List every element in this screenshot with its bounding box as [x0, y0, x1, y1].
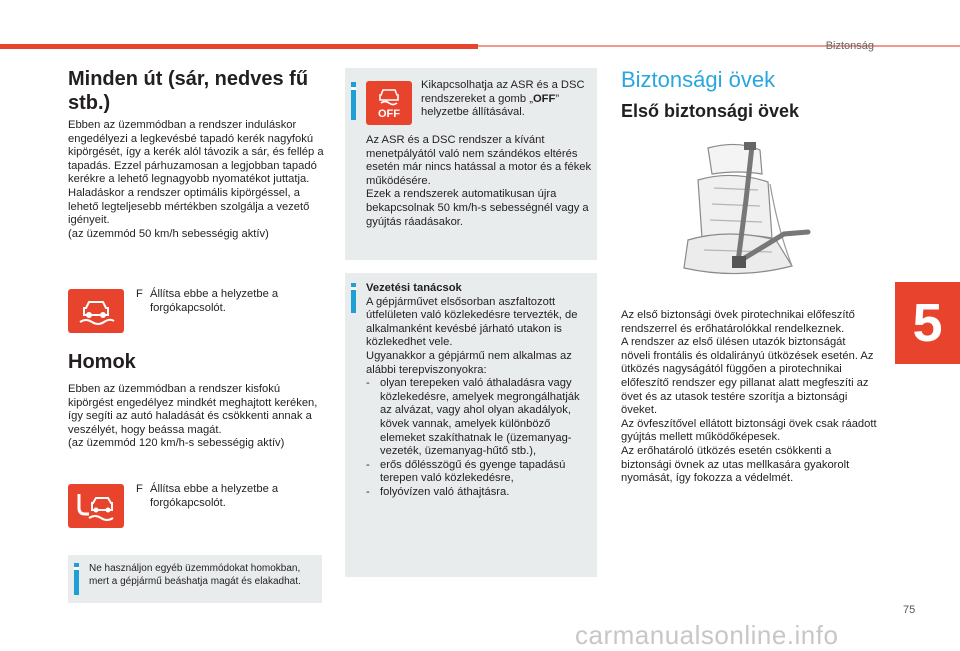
front-seat-belts-subtitle: Első biztonsági övek — [621, 101, 800, 121]
list-dash: - — [366, 377, 370, 390]
seat-belts-title: Biztonsági övek — [621, 67, 776, 92]
asr-dsc-text: Az ASR és a DSC rendszer a kívánt menetpályától való nem szándékos eltérés esetén már nincs hatással a motor és a fékek működésére. Ezek a rendszerek automatikusan újra bekapcsolnak 50 km/h-s sebességnél vagy a gyújtás ráadásakor. — [366, 134, 592, 228]
sand-note-box — [68, 555, 322, 603]
asr-off-text-prefix: Kikapcsolhatja az ASR és a DSC rendszereket a gomb „ — [421, 79, 585, 105]
list-item — [366, 486, 594, 500]
driving-tips-title: Vezetési tanácsok — [366, 282, 462, 294]
seat-belts-text: Az első biztonsági övek pirotechnikai előfeszítő rendszerrel és erőhatárolókkal rendelkeznek. A rendszer az első ülésen utazók biztonságát növeli frontális és oldalirányú ütközések esetén. Az ütközés nagyságától függően a pirotechnikai előfeszítő rendszer egy pillanat alatt megfeszíti az övet és az utasok testére szorítja a biztonsági öveket. Az övfeszítővel ellátott biztonsági övek csak ráadott gyújtás mellett működőképesek. Az erőhatároló ütközés esetén csökkenti a biztonsági övnek az utas mellkasára gyakorolt nyomását, így fokozza a védelmét. — [621, 309, 877, 485]
asr-off-box — [345, 68, 597, 260]
mud-mode-text: Ebben az üzemmódban a rendszer induláskor engedélyezi a legkevésbé tapadó kerék nagyfokú kipörgését, így a kerék alól távozik a sár, és fellép a tapadás. Ezzel párhuzamosan a legjobban tapadó kerékre a lehető legnagyobb nyomatékot juttatja. Haladáskor a rendszer optimális kipörgéssel, a lehető legteljesebb mértékben szolgálja a vezető igényeit. (az üzemmód 50 km/h sebességig aktív) — [68, 119, 324, 240]
mud-mode-icon — [68, 289, 124, 333]
list-dash: - — [366, 485, 370, 498]
info-icon — [351, 82, 356, 120]
asr-off-text — [421, 79, 593, 120]
svg-text:OFF: OFF — [378, 108, 400, 120]
list-item-text: folyóvízen való áthajtásra. — [380, 485, 510, 498]
section-label: Biztonság — [825, 40, 874, 52]
list-item — [366, 377, 594, 459]
sand-instruction — [136, 483, 326, 510]
info-icon — [351, 283, 356, 313]
mud-instruction — [136, 288, 326, 315]
header-accent-line — [478, 45, 960, 47]
list-item-text: erős dőlésszögű és gyenge tapadású terepen való közlekedésre, — [380, 458, 566, 485]
mud-instruction-bullet: F — [136, 288, 143, 300]
sand-instruction-bullet: F — [136, 483, 143, 495]
info-icon — [74, 563, 79, 595]
driving-tips-box — [345, 273, 597, 577]
seat-belt-illustration — [668, 140, 828, 288]
header-accent-bar — [0, 44, 478, 49]
off-label: OFF — [532, 92, 556, 105]
sand-mode-icon — [68, 484, 124, 528]
driving-tips-content — [366, 282, 594, 500]
chapter-tab: 5 — [895, 282, 960, 364]
asr-off-button-icon — [366, 81, 412, 125]
sand-instruction-text: Állítsa ebbe a helyzetbe a forgókapcsolót. — [150, 483, 279, 509]
watermark: carmanualsonline.info — [575, 620, 839, 650]
list-item-text: olyan terepeken való áthaladásra vagy közlekedésre, amelyek megrongálhatják az alvázat, vagy ahol olyan akadályok, kövek vannak, amelyek különböző elemeket szakíthatnak le (üzemanyag-vezeték, üzemanyag-hűtő stb.), — [380, 377, 580, 458]
list-dash: - — [366, 458, 370, 471]
mud-instruction-text: Állítsa ebbe a helyzetbe a forgókapcsolót. — [150, 288, 279, 314]
asr-off-text-suffix: ” helyzetbe állításával. — [421, 92, 560, 119]
sand-mode-text: Ebben az üzemmódban a rendszer kisfokú kipörgést engedélyez mindkét meghajtott keréken, így segíti az autó haladását és csökkenti annak a veszélyét, hogy beássa magát. (az üzemmód 120 km/h-s sebességig aktív) — [68, 383, 318, 450]
list-item — [366, 459, 594, 486]
sand-note-text: Ne használjon egyéb üzemmódokat homokban, mert a gépjármű beáshatja magát és elakadhat. — [89, 563, 301, 587]
driving-tips-intro: A gépjárművet elsősorban aszfaltozott útfelületen való közlekedésre tervezték, de alkalmanként kevésbé járható utakon is közlekedhet vele. Ugyanakkor a gépjármű nem alkalmas az alábbi terepviszonyokra: — [366, 295, 578, 376]
sand-mode-title: Homok — [68, 351, 136, 373]
mud-mode-title: Minden út (sár, nedves fű stb.) — [68, 68, 309, 114]
page-number: 75 — [903, 604, 916, 616]
